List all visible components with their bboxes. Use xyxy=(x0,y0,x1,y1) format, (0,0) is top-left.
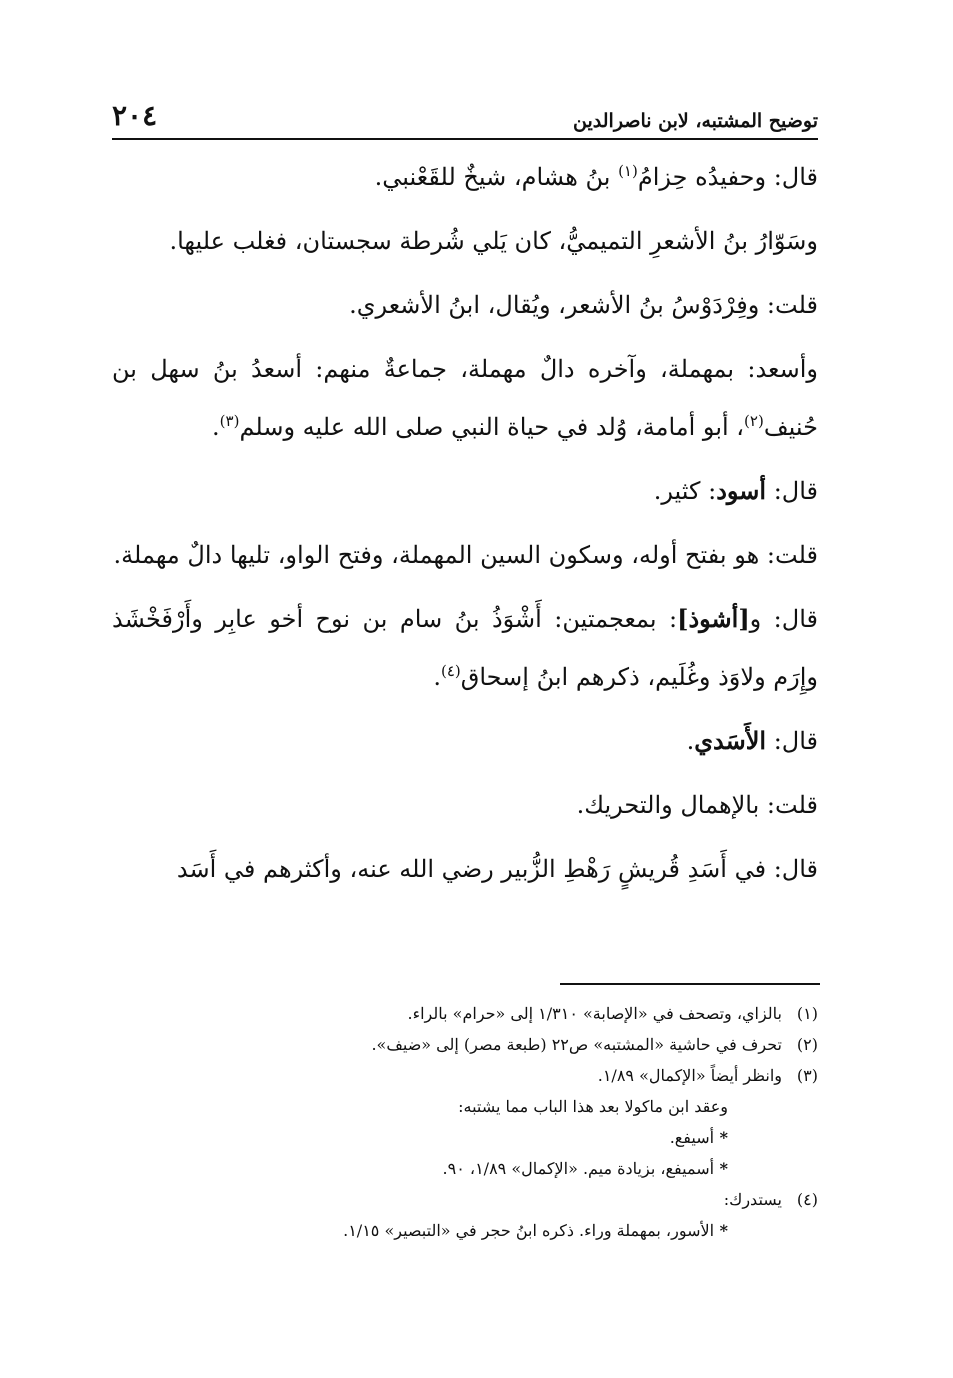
footnote-number: (٢) xyxy=(796,1035,818,1054)
footnote-text: تحرف في حاشية «المشتبه» ص٢٢ (طبعة مصر) إلى «ضيف». xyxy=(371,1035,782,1054)
footnote-ref-3: (٣) xyxy=(219,412,240,430)
footnote-3-item: * أسميفع، بزيادة ميم. «الإكمال» ١/٨٩، ٩٠. xyxy=(112,1153,818,1184)
main-text xyxy=(112,148,818,904)
footnote-number: (٤) xyxy=(796,1190,818,1209)
paragraph-9: قلت: بالإهمال والتحريك. xyxy=(576,791,818,819)
paragraph-1 xyxy=(112,148,818,206)
footnote-3 xyxy=(112,1060,818,1091)
paragraph-2: وسَوّارُ بنُ الأشعرِ التميميُّ، كان يَلي شُرطة سجستان، فغلب عليها. xyxy=(169,227,818,255)
footnote-text: يستدرك: xyxy=(723,1190,782,1209)
footnote-number: (٣) xyxy=(796,1066,818,1085)
footnote-ref-4: (٤) xyxy=(440,662,461,680)
footnote-3-continued: وعقد ابن ماكولا بعد هذا الباب مما يشتبه: xyxy=(458,1097,728,1116)
footnote-separator xyxy=(560,983,820,985)
paragraph-7 xyxy=(112,590,818,706)
page-header xyxy=(112,92,818,140)
text-run: . xyxy=(433,663,441,691)
text-run: . xyxy=(212,413,220,441)
text-run: قال: وحفيدُه حِزامُ xyxy=(637,163,818,191)
headword: [أشوذ] xyxy=(677,604,750,633)
footnote-3-item: * أسيفع. xyxy=(112,1122,818,1153)
text-run: : كثير. xyxy=(653,477,717,505)
paragraph-6: قلت: هو بفتح أوله، وسكون السين المهملة، وفتح الواو، تليها دالٌ مهملة. xyxy=(113,541,818,569)
text-run: ، أبو أمامة، وُلد في حياة النبي صلى الله عليه وسلم xyxy=(239,413,745,441)
footnote-text: وانظر أيضاً «الإكمال» ١/٨٩. xyxy=(597,1066,782,1085)
footnote-4 xyxy=(112,1184,818,1215)
paragraph-5 xyxy=(112,462,818,520)
text-run: قال: xyxy=(766,477,818,505)
text-run: : بمعجمتين: أَشْوَذُ بنُ سام بن نوح أخو عابِر وأَرْفَخْشَذ وإِرَم ولاوَذ وغُلَيم، ذكرهم ابنُ إسحاق xyxy=(112,605,818,691)
footnote-1 xyxy=(112,998,818,1029)
paragraph-4 xyxy=(112,340,818,456)
paragraph-3: قلت: وفِرْدَوْسُ بنُ الأشعر، ويُقال، ابنُ الأشعري. xyxy=(349,291,818,319)
footnote-text: بالزاي، وتصحف في «الإصابة» ١/٣١٠ إلى «حرام» بالراء. xyxy=(407,1004,782,1023)
page-number: ٢٠٤ xyxy=(112,99,158,132)
footnote-ref-2: (٢) xyxy=(744,412,764,430)
text-run: قال: xyxy=(766,727,818,755)
text-run: . xyxy=(686,727,695,755)
text-run: قال: و xyxy=(749,605,818,633)
headword: الأَسَدي xyxy=(694,726,767,755)
footnotes xyxy=(112,998,818,1246)
footnote-2 xyxy=(112,1029,818,1060)
text-run: وأسعد: بمهملة، وآخره دالٌ مهملة، جماعةٌ منهم: أسعدُ بنُ سهل بن حُنيف xyxy=(112,355,818,441)
footnote-ref-1: (١) xyxy=(618,162,638,180)
paragraph-10: قال: في أَسَدِ قُريشٍ رَهْطِ الزُّبير رضي الله عنه، وأكثرهم في أَسَد xyxy=(176,855,818,883)
headword: أسود xyxy=(716,476,767,505)
footnote-number: (١) xyxy=(796,1004,818,1023)
footnote-4-item: * الأسور، بمهملة وراء. ذكره ابنُ حجر في «التبصير» ١/١٥. xyxy=(112,1215,818,1246)
running-title: توضيح المشتبه، لابن ناصرالدين xyxy=(573,110,818,132)
text-run: بنُ هشام، شيخٌ للقَعْنبي. xyxy=(374,163,619,191)
paragraph-8 xyxy=(112,712,818,770)
